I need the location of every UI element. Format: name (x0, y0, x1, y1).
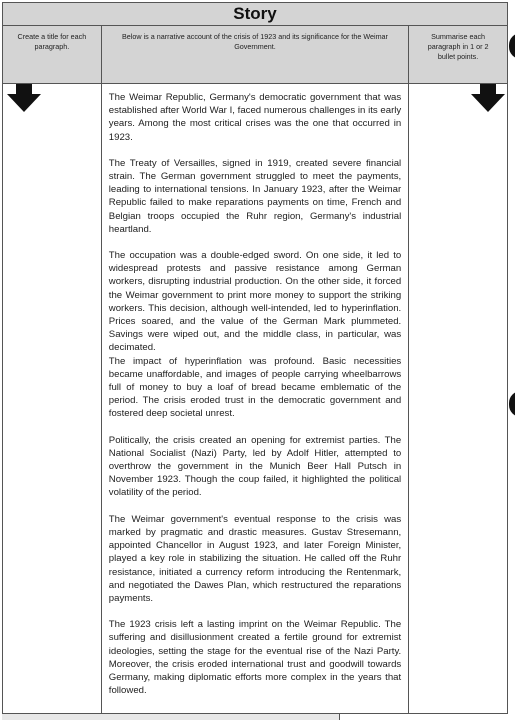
header-row (2, 26, 508, 84)
paragraph-titles-column[interactable] (3, 84, 102, 714)
story-paragraph: The impact of hyperinflation was profound. Basic necessities became unaffordable, and images of people carrying wheelbarrows full of money to buy a loaf of bread became emblematic of the period. The crisis eroded trust in the democratic government and fostered deep societal unrest. (108, 355, 402, 420)
summary-column[interactable] (409, 84, 508, 714)
story-paragraph: Politically, the crisis created an opening for extremist parties. The National Socialist (Nazi) Party, led by Adolf Hitler, attempted to overthrow the government in the Munich Beer Hall Putsch in November 1923. Though the coup failed, it highlighted the political volatility of the period. (108, 434, 402, 499)
bottom-cell (2, 714, 340, 720)
header-narrative-description: Below is a narrative account of the crisis of 1923 and its significance for the Weimar Government. (102, 26, 409, 84)
down-arrow-icon (471, 84, 505, 112)
down-arrow-icon (7, 84, 41, 112)
story-paragraph: The occupation was a double-edged sword. On one side, it led to widespread protests and passive resistance among German workers, disrupting industrial production. On the other side, it forced the Weimar government to print more money to support the striking workers. This decision, although well-intended, led to hyperinflation. Prices soared, and the value of the German Mark plummeted. Savings were wiped out, and the middle class, in particular, was decimated. (108, 250, 402, 354)
page-title: Story (233, 4, 277, 23)
worksheet-body (2, 84, 508, 714)
bottom-strip (2, 713, 508, 720)
story-column (102, 84, 409, 714)
title-bar (2, 2, 508, 26)
header-paragraph-title-instruction: Create a title for each paragraph. (3, 26, 102, 84)
tab-marker (509, 391, 515, 417)
story-paragraph: The 1923 crisis left a lasting imprint on the Weimar Republic. The suffering and disillusionment created a fertile ground for extremist ideologies, setting the stage for the eventual rise of the Nazi Party. Moreover, the crisis eroded international trust and goodwill towards Germany, making diplomatic efforts more complex in the years that followed. (108, 619, 402, 697)
bottom-cell (340, 714, 508, 720)
story-paragraph: The Treaty of Versailles, signed in 1919, created severe financial strain. The German government struggled to meet the payments, leading to international tensions. In January 1923, after the Weimar Republic failed to make reparations payments on time, French and Belgian troops occupied the Ruhr region, Germany's industrial heartland. (108, 157, 402, 235)
tab-marker (509, 33, 515, 59)
story-paragraph: The Weimar government's eventual response to the crisis was marked by pragmatic and drastic measures. Gustav Stresemann, appointed Chancellor in August 1923, and later Foreign Minister, played a key role in stabilizing the situation. He called off the Ruhr resistance, initiated a currency reform introducing the Rentenmark, and negotiated the Dawes Plan, which restructured the reparations payments. (108, 513, 402, 604)
story-paragraph: The Weimar Republic, Germany's democratic government that was established after World War I, faced numerous challenges in its early years. Among the most critical crises was the one that occurred in 1923. (108, 92, 402, 143)
header-summary-instruction: Summarise each paragraph in 1 or 2 bullet points. (409, 26, 508, 84)
